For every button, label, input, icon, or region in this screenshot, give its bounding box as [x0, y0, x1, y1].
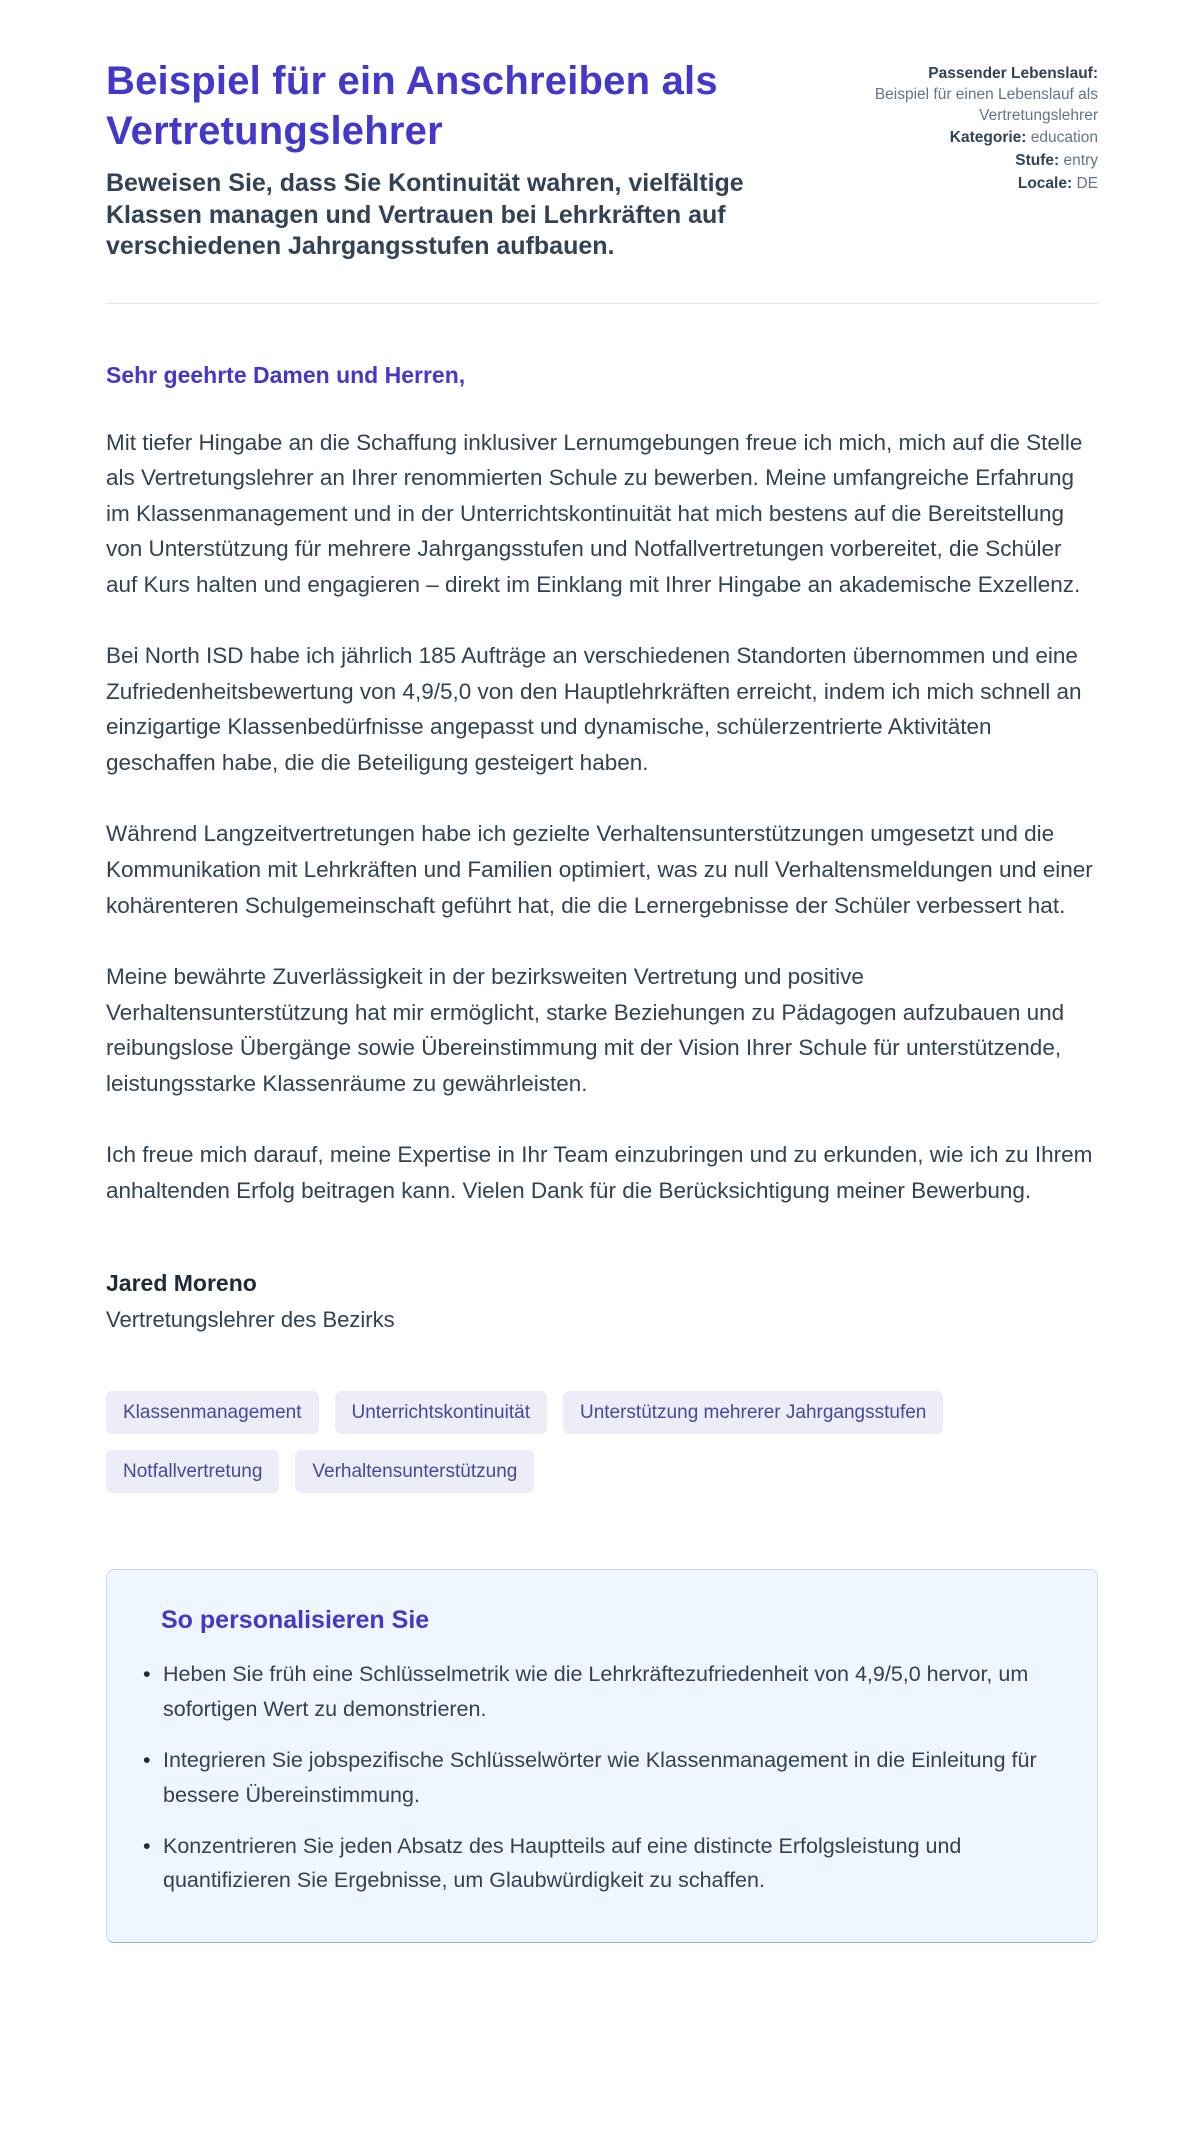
meta-level-value: entry: [1063, 152, 1098, 170]
letter-greeting: Sehr geehrte Damen und Herren,: [106, 361, 466, 388]
letter-paragraph: Ich freue mich darauf, meine Expertise in Ihr Team einzubringen und zu erkunden, wie ich zu Ihrem anhaltenden Erfolg beitragen kann. Vielen Dank für die Berücksichtigung meiner Bewerbung.: [106, 1142, 1093, 1203]
tag-chip: Klassenmanagement: [106, 1391, 319, 1434]
meta-level-label: Stufe:: [1015, 152, 1060, 170]
meta-locale-value: DE: [1076, 174, 1098, 192]
matching-resume-label: Passender Lebenslauf:: [928, 65, 1098, 82]
callout-bullet-text: Heben Sie früh eine Schlüsselmetrik wie die Lehrkräftezufriedenheit von 4,9/5,0 hervor, um sofortigen Wert zu demonstrieren.: [163, 1662, 1029, 1722]
header-divider: [106, 303, 1098, 304]
callout-bullet: [135, 1829, 1057, 1899]
page: [106, 0, 1098, 1943]
meta-locale: [866, 174, 1098, 195]
signature-name: Jared Moreno: [106, 1270, 257, 1297]
resume-meta: [866, 56, 1098, 195]
callout-bullet-text: Konzentrieren Sie jeden Absatz des Hauptteils auf eine distincte Erfolgsleistung und quantifizieren Sie Ergebnisse, um Glaubwürdigkeit zu schaffen.: [163, 1833, 962, 1893]
letter-paragraph: Mit tiefer Hingabe an die Schaffung inklusiver Lernumgebungen freue ich mich, mich auf die Stelle als Vertretungslehrer an Ihrer renommierten Schule zu bewerben. Meine umfangreiche Erfahrung im Klassenmanagement und in der Unterrichtskontinuität hat mich bestens auf die Bereitstellung von Unterstützung für mehrere Jahrgangsstufen und Notfallvertretungen vorbereitet, die Schüler auf Kurs halten und engagieren – direkt im Einklang mit Ihrer Hingabe an akademische Exzellenz.: [106, 429, 1083, 597]
letter-paragraph: Meine bewährte Zuverlässigkeit in der bezirksweiten Vertretung und positive Verhaltensunterstützung hat mir ermöglicht, starke Beziehungen zu Pädagogen aufzubauen und reibungslose Übergänge sowie Übereinstimmung mit der Vision Ihrer Schule für unterstützende, leistungsstarke Klassenräume zu gewährleisten.: [106, 964, 1065, 1096]
callout-bullet-text: Integrieren Sie jobspezifische Schlüsselwörter wie Klassenmanagement in die Einleitung für bessere Übereinstimmung.: [163, 1748, 1037, 1807]
skill-tag-list: [106, 1391, 986, 1493]
tag-chip: Verhaltensunterstützung: [295, 1450, 534, 1493]
letter-paragraph: Bei North ISD habe ich jährlich 185 Aufträge an verschiedenen Standorten übernommen und eine Zufriedenheitsbewertung von 4,9/5,0 von den Hauptlehrkräften erreicht, indem ich mich schnell an einzigartige Klassenbedürfnisse angepasst und dynamische, schülerzentrierte Aktivitäten geschaffen habe, die die Beteiligung gesteigert haben.: [106, 643, 1082, 775]
page-subtitle: Beweisen Sie, dass Sie Kontinuität wahren, vielfältige Klassen managen und Vertrauen bei Lehrkräften auf verschiedenen Jahrgangsstufen aufbauen.: [106, 169, 744, 260]
page-header: [106, 56, 1098, 263]
tag-chip: Unterrichtskontinuität: [335, 1391, 547, 1434]
title-block: [106, 56, 822, 263]
meta-level: [866, 151, 1098, 172]
matching-resume-link[interactable]: Beispiel für einen Lebenslauf als Vertretungslehrer: [874, 85, 1098, 124]
signature-block: [106, 1270, 1098, 1333]
callout-title: So personalisieren Sie: [161, 1606, 430, 1635]
letter-body: [106, 362, 1098, 1944]
meta-category-value: education: [1030, 129, 1098, 147]
callout-bullet: [135, 1743, 1057, 1813]
meta-category: [866, 128, 1098, 149]
tag-chip: Unterstützung mehrerer Jahrgangsstufen: [563, 1391, 943, 1434]
personalization-callout: [106, 1569, 1098, 1943]
letter-paragraph: Während Langzeitvertretungen habe ich gezielte Verhaltensunterstützungen umgesetzt und die Kommunikation mit Lehrkräften und Familien optimiert, was zu null Verhaltensmeldungen und einer kohärenteren Schulgemeinschaft geführt hat, die die Lernergebnisse der Schüler verbessert hat.: [106, 821, 1093, 918]
callout-bullet: [135, 1657, 1057, 1727]
page-title: Beispiel für ein Anschreiben als Vertretungslehrer: [106, 59, 718, 153]
meta-category-label: Kategorie:: [949, 129, 1027, 147]
signature-role: Vertretungslehrer des Bezirks: [106, 1307, 395, 1333]
callout-list: [135, 1657, 1057, 1898]
meta-locale-label: Locale:: [1017, 174, 1073, 192]
tag-chip: Notfallvertretung: [106, 1450, 279, 1493]
